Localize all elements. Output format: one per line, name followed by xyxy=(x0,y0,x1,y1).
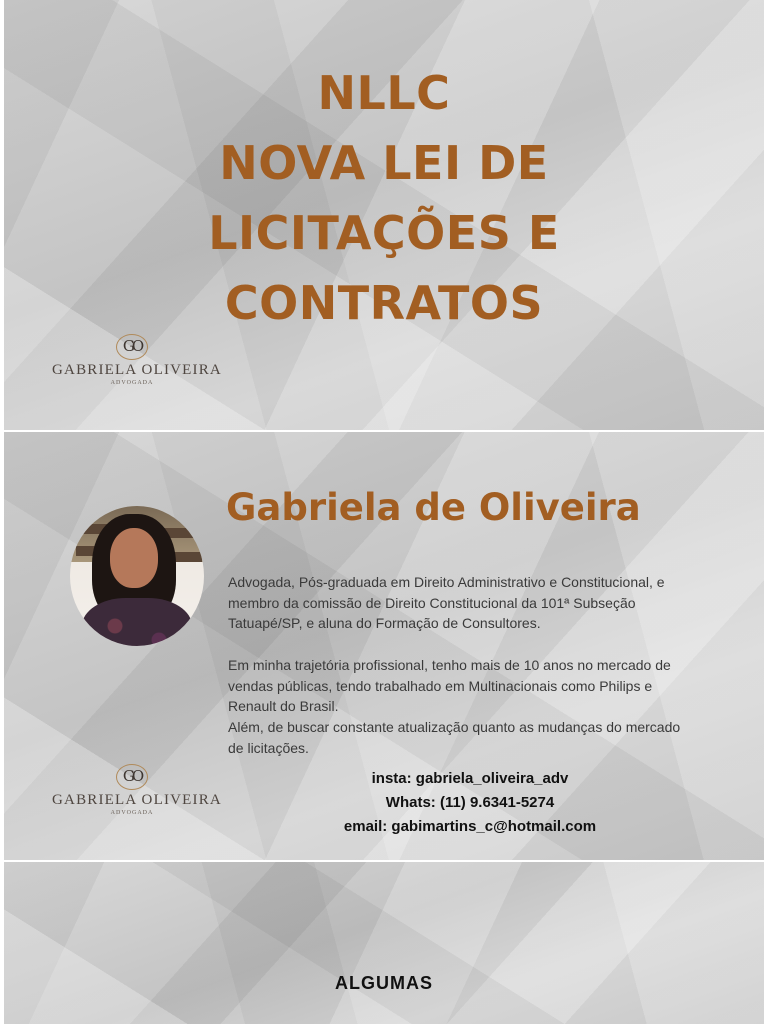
profile-bio xyxy=(228,572,738,758)
career-line: de licitações. xyxy=(228,739,309,756)
contact-info xyxy=(240,767,700,839)
next-page xyxy=(4,862,764,1024)
title-line-1: NLLC xyxy=(317,66,451,120)
logo-monogram: GO xyxy=(116,764,148,790)
cover-title xyxy=(4,58,764,338)
career-line: Além, de buscar constante atualização quanto as mudanças do mercado xyxy=(228,718,681,735)
law-firm-logo xyxy=(52,764,222,816)
bio-line: Tatuapé/SP, e aluna do Formação de Consultores. xyxy=(228,615,541,632)
logo-tagline: ADVOGADA xyxy=(110,810,154,816)
title-line-2: NOVA LEI DE xyxy=(219,136,549,190)
career-line: Em minha trajetória profissional, tenho mais de 10 anos no mercado de xyxy=(228,656,671,673)
bio-line: Advogada, Pós-graduada em Direito Administrativo e Constitucional, e xyxy=(228,574,665,590)
logo-tagline: ADVOGADA xyxy=(110,380,154,386)
bio-line: membro da comissão de Direito Constitucional da 101ª Subseção xyxy=(228,594,636,611)
instagram-handle[interactable]: insta: gabriela_oliveira_adv xyxy=(371,770,569,787)
title-line-3: LICITAÇÕES E xyxy=(208,206,560,260)
email-address[interactable]: email: gabimartins_c@hotmail.com xyxy=(343,818,597,835)
whatsapp-number[interactable]: Whats: (11) 9.6341-5274 xyxy=(385,794,555,811)
next-page-heading: ALGUMAS xyxy=(335,973,433,993)
logo-name: GABRIELA OLIVEIRA xyxy=(52,792,222,808)
profile-photo xyxy=(70,506,204,646)
logo-monogram: GO xyxy=(116,334,148,360)
law-firm-logo xyxy=(52,334,222,386)
title-line-4: CONTRATOS xyxy=(224,276,544,330)
career-line: Renault do Brasil. xyxy=(228,698,339,715)
career-line: vendas públicas, tendo trabalhado em Multinacionais como Philips e xyxy=(228,677,653,694)
profile-name: Gabriela de Oliveira xyxy=(226,486,641,529)
logo-name: GABRIELA OLIVEIRA xyxy=(52,362,222,378)
